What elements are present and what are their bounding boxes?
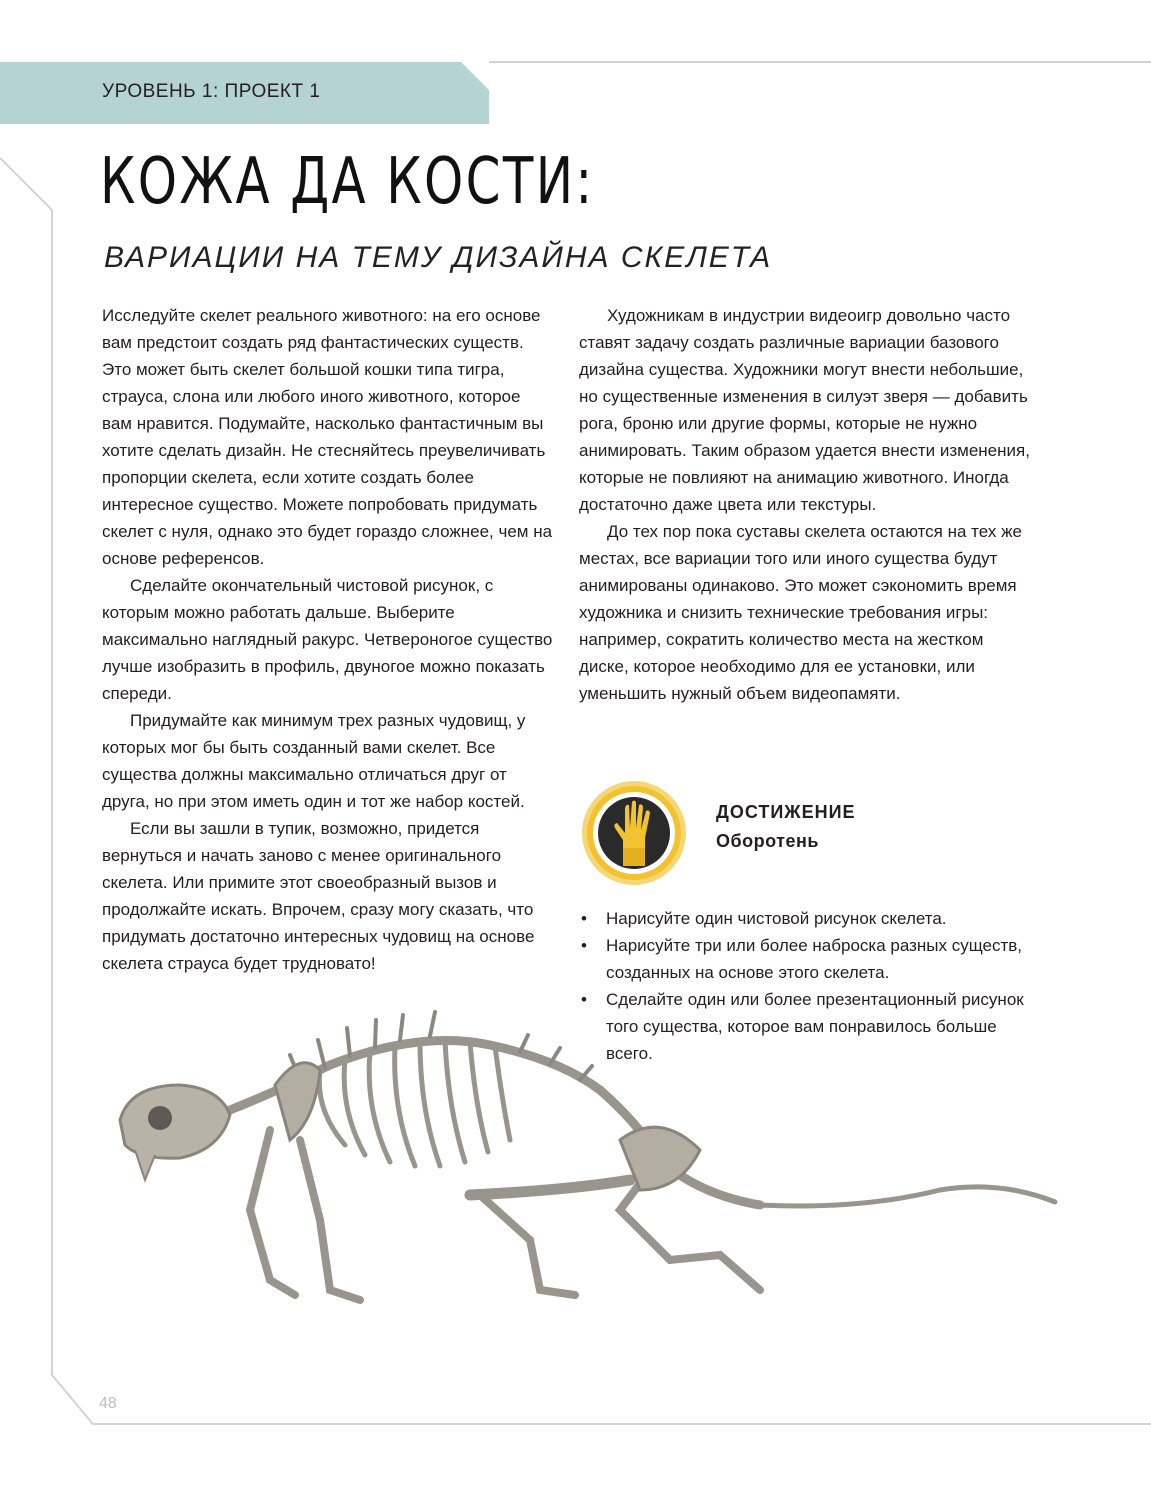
paragraph: Придумайте как минимум трех разных чудовищ, у которых мог бы быть созданный вами скелет. Все существа должны максимально отличаться друг от друга, но при этом иметь один и тот же набор костей.: [102, 711, 526, 811]
page-subtitle: ВАРИАЦИИ НА ТЕМУ ДИЗАЙНА СКЕЛЕТА: [104, 241, 773, 274]
paragraph: Сделайте окончательный чистовой рисунок, с которым можно работать дальше. Выберите максимально наглядный ракурс. Четвероногое существо лучше изобразить в профиль, двуногое можно показать спереди.: [102, 576, 553, 703]
left-column: [102, 302, 554, 977]
list-item: [579, 932, 1039, 986]
paragraph: Исследуйте скелет реального животного: на его основе вам предстоит создать ряд фантастических существ. Это может быть скелет большой кошки типа тигра, страуса, слона или любого иного животного, которое вам нравится. Подумайте, насколько фантастичным вы хотите сделать дизайн. Не стесняйтесь преувеличивать пропорции скелета, если хотите создать более интересное существо. Можете попробовать придумать скелет с нуля, однако это будет гораздо сложнее, чем на основе референсов.: [102, 306, 553, 568]
list-item-text: Сделайте один или более презентационный рисунок того существа, которое вам понравилось больше всего.: [606, 990, 1024, 1063]
paragraph: Художникам в индустрии видеоигр довольно часто ставят задачу создать различные вариации базового дизайна существа. Художники могут внести небольшие, но существенные изменения в силуэт зверя — добавить рога, броню или другие формы, которые не нужно анимировать. Таким образом удается внести изменения, которые не повлияют на анимацию животного. Иногда достаточно даже цвета или текстуры.: [579, 306, 1030, 514]
achievement-name: Оборотень: [716, 831, 819, 851]
list-item-text: Нарисуйте три или более наброска разных существ, созданных на основе этого скелета.: [606, 936, 1023, 982]
list-item: [579, 905, 1039, 932]
bullet-icon: •: [581, 909, 587, 928]
page-title: КОЖА ДА КОСТИ:: [100, 145, 595, 219]
page-number: 48: [99, 1395, 117, 1412]
bullet-icon: •: [581, 990, 587, 1009]
bullet-icon: •: [581, 936, 587, 955]
paragraph: До тех пор пока суставы скелета остаются на тех же местах, все вариации того или иного существа будут анимированы одинаково. Это может сэкономить время художника и снизить технические требования игры: например, сократить количество места на жестком диске, которое необходимо для ее установки, или уменьшить нужный объем видеопамяти.: [579, 522, 1022, 703]
right-column: [579, 302, 1034, 707]
paragraph: Если вы зашли в тупик, возможно, придется вернуться и начать заново с менее оригинального скелета. Или примите этот своеобразный вызов и продолжайте искать. Впрочем, сразу могу сказать, что придумать достаточно интересных чудовищ на основе скелета страуса будет трудновато!: [102, 819, 535, 973]
achievement-label: ДОСТИЖЕНИЕ: [716, 802, 856, 822]
werewolf-hand-icon: [579, 778, 689, 888]
list-item-text: Нарисуйте один чистовой рисунок скелета.: [606, 909, 947, 928]
section-label: УРОВЕНЬ 1: ПРОЕКТ 1: [102, 81, 321, 102]
cat-skeleton-illustration: [100, 990, 1060, 1350]
